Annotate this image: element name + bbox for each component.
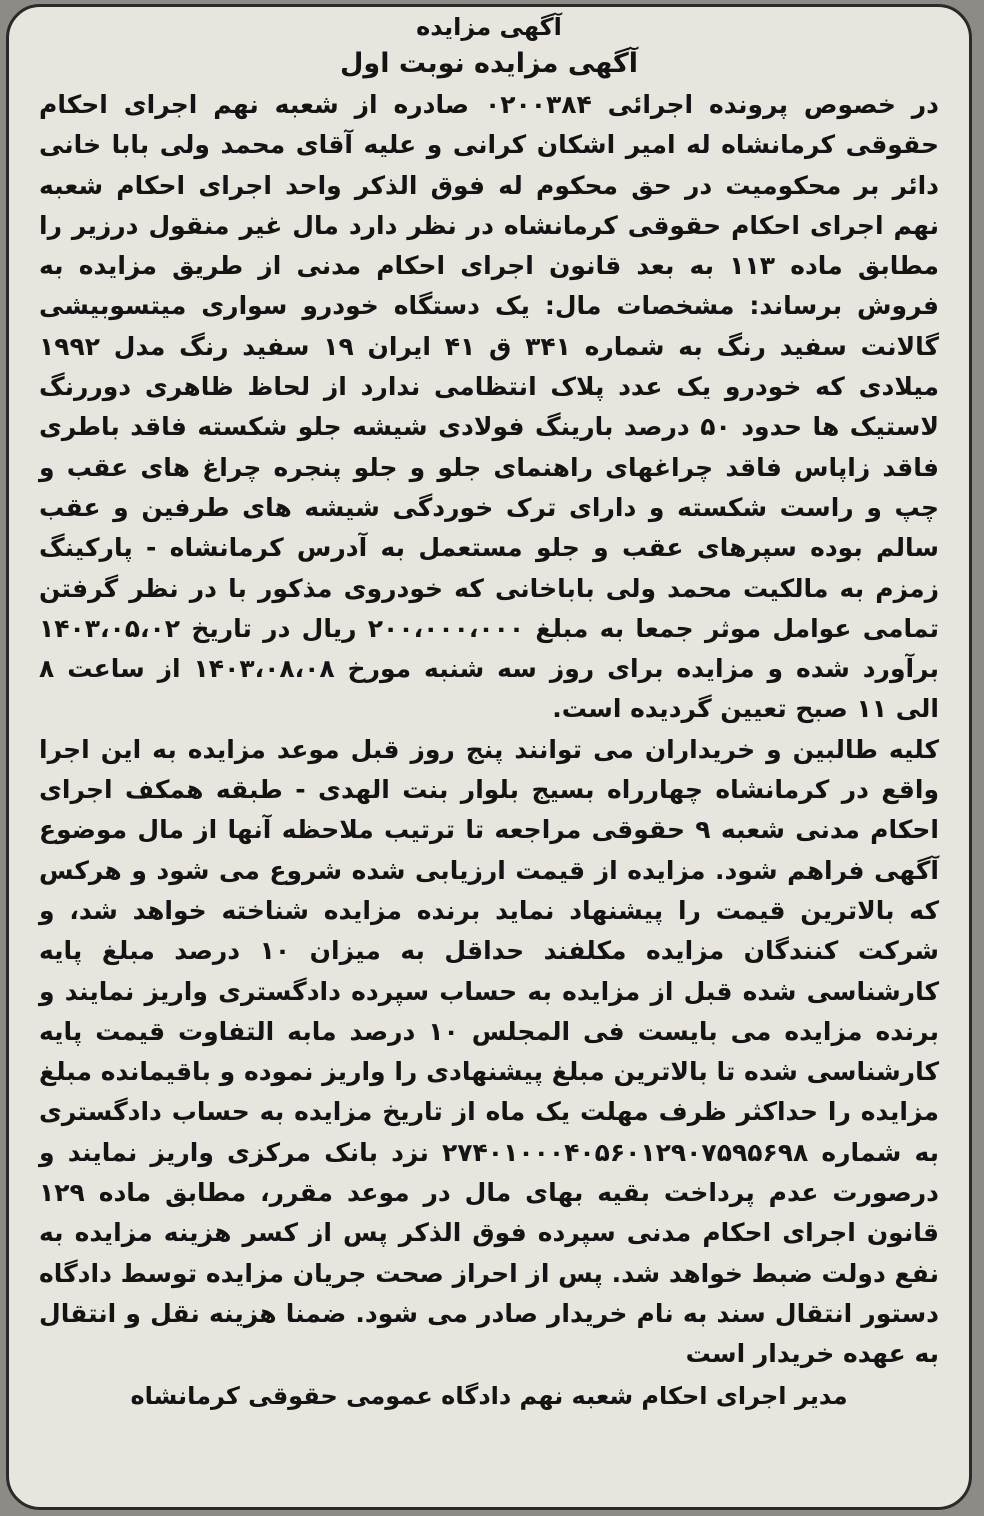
notice-paragraph-1: در خصوص پرونده اجرائی ۰۲۰۰۳۸۴ صادره از شعبه نهم اجرای احکام حقوقی کرمانشاه له امیر اشکان کرانی و علیه آقای محمد ولی بابا خانی دائر بر محکومیت در حق محکوم له فوق الذکر واحد اجرای احکام شعبه نهم اجرای احکام حقوقی کرمانشاه در نظر دارد مال غیر منقول درزیر را مطابق ماده ۱۱۳ به بعد قانون اجرای احکام مدنی از طریق مزایده به فروش برساند: مشخصات مال: یک دستگاه خودرو سواری میتسوبیشی گالانت سفید رنگ به شماره ۳۴۱ ق ۴۱ ایران ۱۹ سفید رنگ مدل ۱۹۹۲ میلادی که خودرو یک عدد پلاک انتظامی ندارد از لحاظ ظاهری دوررنگ لاستیک ها حدود ۵۰ درصد بارینگ فولادی شیشه جلو شکسته فاقد باطری فاقد زاپاس فاقد چراغهای راهنمای جلو و جلو پنجره چراغ های عقب و چپ و راست شکسته و دارای ترک خوردگی شیشه های طرفین و عقب سالم بوده سپرهای عقب و جلو مستعمل به آدرس کرمانشاه - پارکینگ زمزم به مالکیت محمد ولی باباخانی که خودروی مذکور با در نظر گرفتن تمامی عوامل موثر جمعا به مبلغ ۲۰۰،۰۰۰،۰۰۰ ریال در تاریخ ۱۴۰۳،۰۵،۰۲ برآورد شده و مزایده برای روز سه شنبه مورخ ۱۴۰۳،۰۸،۰۸ از ساعت ۸ الی ۱۱ صبح تعیین گردیده است.	[39, 90, 940, 724]
newspaper-notice	[6, 4, 972, 1510]
notice-title: آگهی مزایده	[416, 13, 562, 41]
notice-signature: مدیر اجرای احکام شعبه نهم دادگاه عمومی حقوقی کرمانشاه	[130, 1381, 848, 1410]
notice-paragraph-2: کلیه طالبین و خریداران می توانند پنج روز قبل موعد مزایده به این اجرا واقع در کرمانشاه چهارراه بسیج بلوار بنت الهدی - طبقه همکف اجرای احکام مدنی شعبه ۹ حقوقی مراجعه تا ترتیب ملاحظه آنها از مال موضوع آگهی فراهم شود. مزایده از قیمت ارزیابی شده شروع می شود و هرکس که بالاترین قیمت را پیشنهاد نماید برنده مزایده شناخته خواهد شد، و شرکت کنندگان مزایده مکلفند حداقل به میزان ۱۰ درصد مبلغ پایه کارشناسی شده قبل از مزایده به حساب سپرده دادگستری واریز نمایند و برنده مزایده می بایست فی المجلس ۱۰ درصد مابه التفاوت قیمت پایه کارشناسی شده تا بالاترین مبلغ پیشنهادی را واریز نموده و باقیمانده مبلغ مزایده را حداکثر ظرف مهلت یک ماه از تاریخ مزایده به حساب دادگستری به شماره ۲۷۴۰۱۰۰۰۴۰۵۶۰۱۲۹۰۷۵۹۵۶۹۸ نزد بانک مرکزی واریز نمایند و درصورت عدم پرداخت بقیه بهای مال در موعد مقرر، مطابق ماده ۱۲۹ قانون اجرای احکام مدنی سپرده فوق الذکر پس از کسر هزینه مزایده به نفع دولت ضبط خواهد شد. پس از احراز صحت جریان مزایده توسط دادگاه دستور انتقال سند به نام خریدار صادر می شود. ضمنا هزینه نقل و انتقال به عهده خریدار است	[39, 734, 939, 1369]
notice-subtitle: آگهی مزایده نوبت اول	[340, 48, 638, 79]
